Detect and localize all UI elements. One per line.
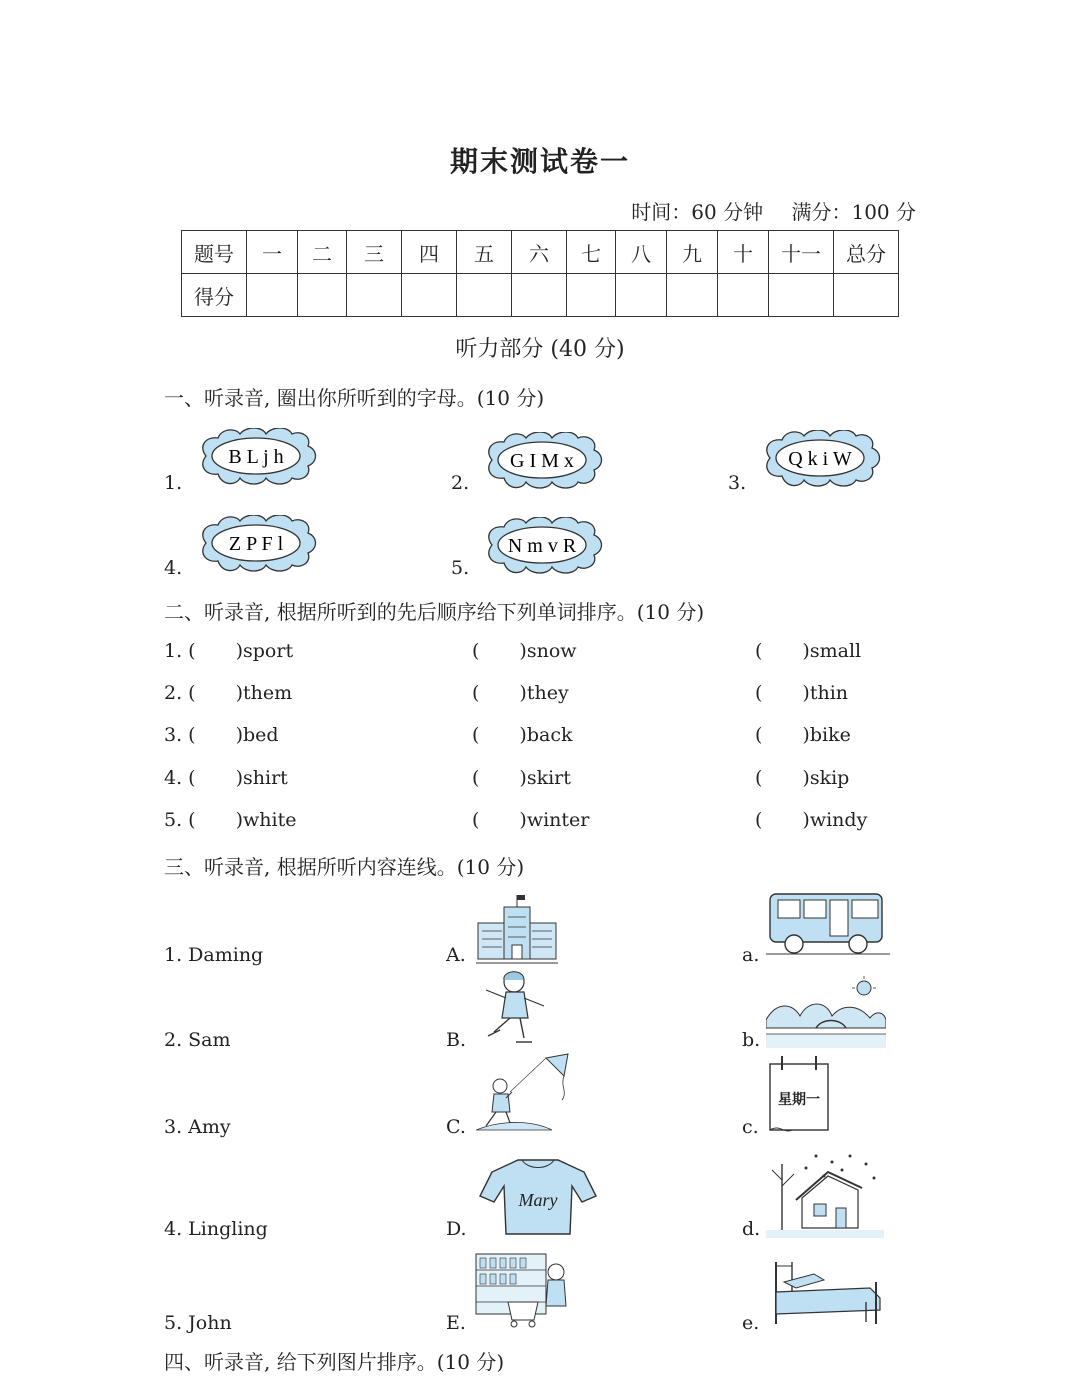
header-cell: 总分 [834, 231, 899, 274]
score-table-header-row [182, 231, 899, 274]
row-number: 1. ( [164, 640, 196, 662]
person-name[interactable]: 3. Amy [164, 1116, 231, 1138]
score-table [181, 230, 899, 317]
q3-heading: 三、听录音, 根据所听内容连线。(10 分) [164, 855, 525, 879]
page-title: 期末测试卷一 [449, 145, 630, 178]
word: back [526, 724, 573, 746]
row-number: 4. ( [164, 767, 196, 789]
calendar-text: 星期一 [778, 1092, 820, 1108]
header-cell: 九 [667, 231, 718, 274]
option-label: E. [446, 1312, 466, 1334]
header-cell: 五 [457, 231, 512, 274]
q2-row: 5. ( )white [164, 809, 297, 831]
word: white [243, 809, 297, 831]
row-number: 2. ( [164, 682, 196, 704]
q2-row: ( )small [755, 640, 862, 662]
q2-row: ( )winter [472, 809, 590, 831]
score-cell[interactable] [298, 274, 347, 317]
header-cell: 十 [718, 231, 769, 274]
header-cell: 一 [247, 231, 298, 274]
flower-letters: B L j h [228, 446, 284, 468]
q2-row: ( )windy [755, 809, 868, 831]
word: bike [809, 724, 851, 746]
word: snow [526, 640, 577, 662]
option-label: D. [446, 1218, 467, 1240]
q2-row: ( )bike [755, 724, 851, 746]
score-cell[interactable] [247, 274, 298, 317]
flower-letters: Q k i W [788, 448, 852, 470]
q2-heading: 二、听录音, 根据所听到的先后顺序给下列单词排序。(10 分) [164, 600, 705, 624]
park-picture[interactable] [766, 976, 886, 1048]
row-label: 得分 [182, 274, 247, 317]
skating-girl-picture[interactable] [474, 966, 554, 1044]
snow-house-picture[interactable] [766, 1150, 884, 1238]
option-label: b. [742, 1029, 761, 1051]
score-cell[interactable] [402, 274, 457, 317]
kite-boy-picture[interactable] [476, 1052, 576, 1134]
supermarket-picture[interactable] [474, 1250, 580, 1328]
person-name[interactable]: 4. Lingling [164, 1218, 268, 1240]
q1-item-number: 1. [164, 472, 183, 494]
header-cell: 题号 [182, 231, 247, 274]
score-cell[interactable] [512, 274, 567, 317]
q2-row: ( )thin [755, 682, 849, 704]
letter-flower-4[interactable] [196, 515, 320, 573]
word: them [243, 682, 293, 704]
flower-letters: N m v R [507, 535, 577, 557]
q2-row: ( )they [472, 682, 569, 704]
option-label: C. [446, 1116, 466, 1138]
row-number: 5. ( [164, 809, 196, 831]
sweater-text: Mary [518, 1190, 558, 1210]
exam-meta [609, 196, 916, 225]
full-score: 满分：100 分 [791, 200, 916, 224]
q2-row: 3. ( )bed [164, 724, 279, 746]
flower-letters: G I M x [510, 450, 574, 472]
score-cell[interactable] [667, 274, 718, 317]
q4-heading: 四、听录音, 给下列图片排序。(10 分) [164, 1350, 505, 1374]
q2-row: ( )snow [472, 640, 577, 662]
calendar-picture[interactable] [766, 1054, 832, 1136]
score-cell[interactable] [616, 274, 667, 317]
score-cell[interactable] [457, 274, 512, 317]
row-number: 3. ( [164, 724, 196, 746]
letter-flower-2[interactable] [482, 432, 606, 490]
word: skirt [526, 767, 571, 789]
header-cell: 七 [567, 231, 616, 274]
person-name[interactable]: 5. John [164, 1312, 232, 1334]
option-label: A. [446, 944, 466, 966]
word: skip [809, 767, 850, 789]
q2-row: 1. ( )sport [164, 640, 294, 662]
word: small [809, 640, 862, 662]
score-cell[interactable] [834, 274, 899, 317]
listening-heading: 听力部分 (40 分) [455, 337, 625, 362]
bed-picture[interactable] [770, 1258, 886, 1326]
time-limit: 时间：60 分钟 [631, 200, 764, 224]
header-cell: 二 [298, 231, 347, 274]
q2-row: ( )back [472, 724, 573, 746]
person-name[interactable]: 1. Daming [164, 944, 264, 966]
option-label: c. [742, 1116, 759, 1138]
score-cell[interactable] [718, 274, 769, 317]
word: shirt [243, 767, 288, 789]
header-cell: 三 [347, 231, 402, 274]
score-cell[interactable] [769, 274, 834, 317]
q1-item-number: 5. [451, 557, 470, 579]
flower-letters: Z P F l [228, 533, 284, 555]
score-cell[interactable] [347, 274, 402, 317]
option-label: a. [742, 944, 760, 966]
word: bed [243, 724, 279, 746]
q2-row: 2. ( )them [164, 682, 293, 704]
word: they [526, 682, 569, 704]
q2-row: 4. ( )shirt [164, 767, 288, 789]
q1-item-number: 2. [451, 472, 470, 494]
option-label: e. [742, 1312, 760, 1334]
person-name[interactable]: 2. Sam [164, 1029, 231, 1051]
option-label: d. [742, 1218, 761, 1240]
header-cell: 六 [512, 231, 567, 274]
option-label: B. [446, 1029, 467, 1051]
q2-row: ( )skirt [472, 767, 571, 789]
header-cell: 四 [402, 231, 457, 274]
school-picture[interactable] [476, 893, 558, 965]
score-table-score-row [182, 274, 899, 317]
word: thin [809, 682, 849, 704]
q1-heading: 一、听录音, 圈出你所听到的字母。(10 分) [164, 386, 545, 410]
word: winter [526, 809, 590, 831]
word: sport [243, 640, 294, 662]
q2-row: ( )skip [755, 767, 850, 789]
header-cell: 八 [616, 231, 667, 274]
sweater-picture[interactable] [478, 1156, 598, 1238]
score-cell[interactable] [567, 274, 616, 317]
bus-picture[interactable] [766, 884, 890, 962]
q1-item-number: 3. [728, 472, 747, 494]
header-cell: 十一 [769, 231, 834, 274]
q1-item-number: 4. [164, 557, 183, 579]
word: windy [809, 809, 868, 831]
letter-flower-1[interactable] [196, 428, 320, 486]
letter-flower-3[interactable] [760, 430, 884, 488]
letter-flower-5[interactable] [482, 517, 606, 575]
